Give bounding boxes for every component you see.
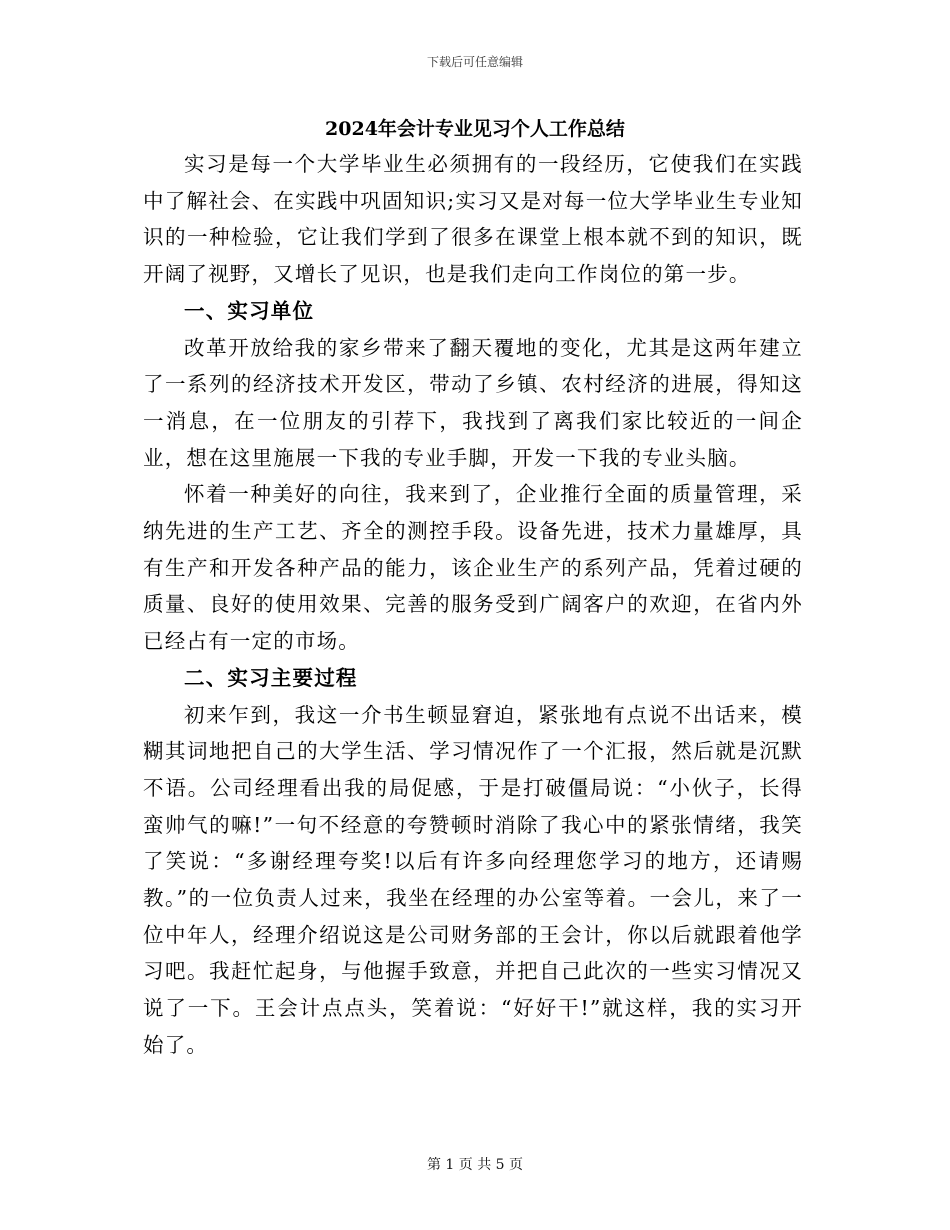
page-number: 第 1 页 共 5 页 xyxy=(426,1157,524,1173)
section2-paragraph-1: 初来乍到，我这一介书生顿显窘迫，紧张地有点说不出话来，模糊其词地把自己的大学生活、学习情况作了一个汇报，然后就是沉默不语。公司经理看出我的局促感，于是打破僵局说：“小伙子，长得蛮帅气的嘛!”一句不经意的夸赞顿时消除了我心中的紧张情绪，我笑了笑说：“多谢经理夸奖!以后有许多向经理您学习的地方，还请赐教。”的一位负责人过来，我坐在经理的办公室等着。一会儿，来了一位中年人，经理介绍说这是公司财务部的王会计，你以后就跟着他学习吧。我赶忙起身，与他握手致意，并把自己此次的一些实习情况又说了一下。王会计点点头，笑着说：“好好干!”就这样，我的实习开始了。 xyxy=(143,702,803,1057)
section-heading-internship-process: 二、实习主要过程 xyxy=(184,665,358,690)
section1-paragraph-2: 怀着一种美好的向往，我来到了，企业推行全面的质量管理，采纳先进的生产工艺、齐全的测控手段。设备先进，技术力量雄厚，具有生产和开发各种产品的能力，该企业生产的系列产品，凭着过硬的质量、良好的使用效果、完善的服务受到广阔客户的欢迎，在省内外已经占有一定的市场。 xyxy=(143,482,803,654)
document-title: 2024年会计专业见习个人工作总结 xyxy=(325,118,625,140)
header-note: 下载后可任意编辑 xyxy=(426,55,523,69)
document-body xyxy=(143,146,803,1064)
intro-paragraph: 实习是每一个大学毕业生必须拥有的一段经历，它使我们在实践中了解社会、在实践中巩固知识;实习又是对每一位大学毕业生专业知识的一种检验，它让我们学到了很多在课堂上根本就不到的知识，既开阔了视野，又增长了见识，也是我们走向工作岗位的第一步。 xyxy=(143,152,803,287)
section-heading-internship-unit: 一、实习单位 xyxy=(184,298,315,323)
section1-paragraph-1: 改革开放给我的家乡带来了翻天覆地的变化，尤其是这两年建立了一系列的经济技术开发区，带动了乡镇、农村经济的进展，得知这一消息，在一位朋友的引荐下，我找到了离我们家比较近的一间企业，想在这里施展一下我的专业手脚，开发一下我的专业头脑。 xyxy=(143,335,803,470)
